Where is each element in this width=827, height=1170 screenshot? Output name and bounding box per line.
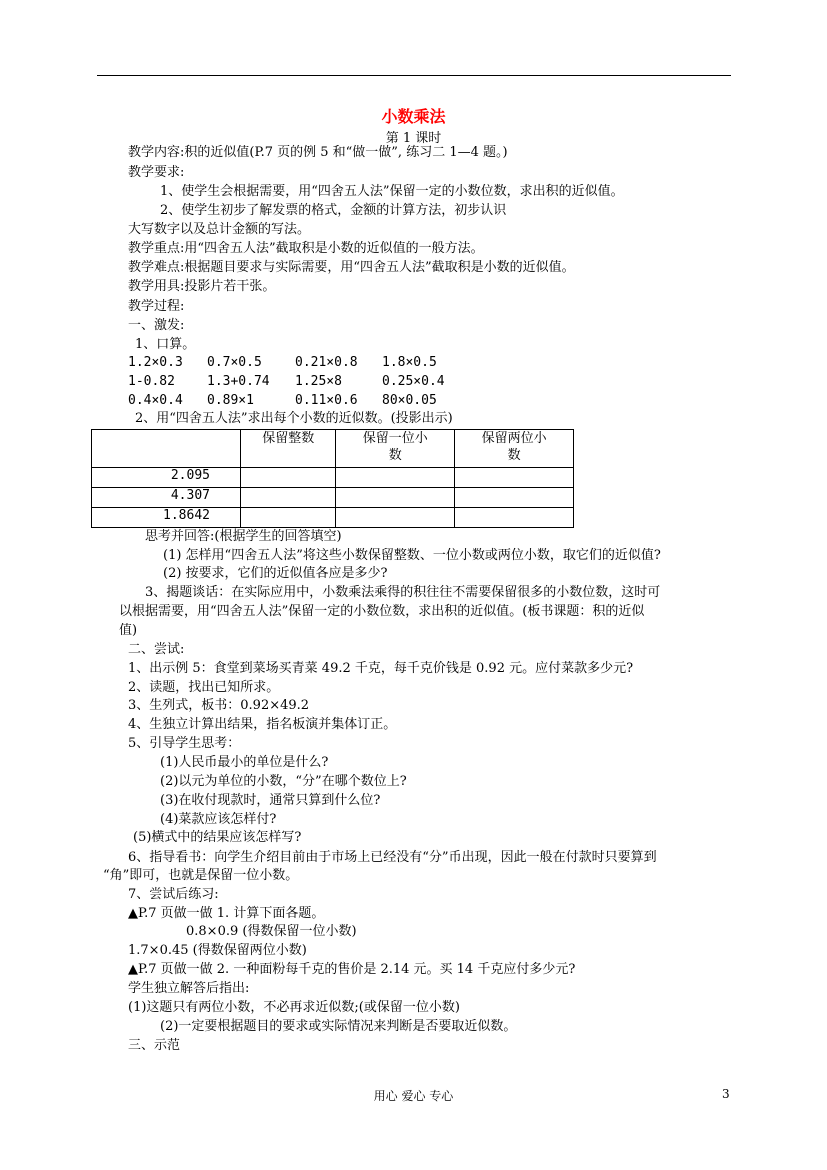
oral-item: 0.11×0.6	[295, 393, 358, 408]
header-rule	[97, 75, 731, 76]
content-line: (4)菜款应该怎样付?	[160, 812, 277, 827]
content-line: 二、尝试:	[128, 642, 185, 657]
oral-item: 0.4×0.4	[128, 393, 183, 408]
oral-item: 1.2×0.3	[128, 355, 183, 370]
content-line: (2)一定要根据题目的要求或实际情况来判断是否要取近似数。	[160, 1019, 517, 1034]
table-cell-empty	[241, 468, 336, 488]
content-line: 1、口算。	[135, 337, 196, 352]
table-cell-value: 4.307	[92, 488, 241, 508]
table-cell-empty	[241, 488, 336, 508]
content-line: (1) 怎样用“四舍五人法”将这些小数保留整数、一位小数或两位小数，取它们的近似值?	[163, 548, 661, 563]
oral-item: 0.25×0.4	[382, 374, 445, 389]
table-cell-value: 2.095	[92, 468, 241, 488]
table-header-row	[92, 430, 574, 468]
table-cell-empty	[336, 488, 455, 508]
table-header-cell	[455, 430, 574, 468]
content-line: 0.8×0.9 (得数保留一位小数)	[186, 924, 357, 939]
table-cell-empty	[455, 508, 574, 528]
content-line: 教学难点:根据题目要求与实际需要，用“四舍五人法”截取积是小数的近似值。	[128, 260, 575, 275]
header-text: 数	[388, 448, 402, 463]
content-line: 2、使学生初步了解发票的格式，金额的计算方法，初步认识	[160, 203, 507, 218]
header-text: 数	[507, 448, 521, 463]
table-header-cell	[336, 430, 455, 468]
lesson-number: 第 1 课时	[385, 131, 442, 146]
oral-item: 1.8×0.5	[382, 355, 437, 370]
content-line: 教学过程:	[128, 299, 185, 314]
content-line: (5)横式中的结果应该怎样写?	[133, 830, 302, 845]
content-line: 教学要求:	[128, 165, 185, 180]
content-line: 5、引导学生思考：	[128, 736, 241, 751]
table-intro: 2、用“四舍五人法”求出每个小数的近似数。(投影出示)	[135, 411, 453, 426]
page-number: 3	[722, 1087, 730, 1101]
content-line: 2、读题，找出已知所求。	[128, 680, 280, 695]
oral-item: 80×0.05	[382, 393, 437, 408]
oral-item: 1.3+0.74	[207, 374, 270, 389]
content-line: 大写数字以及总计金额的写法。	[128, 222, 311, 237]
table-cell-empty	[336, 508, 455, 528]
table-cell-empty	[336, 468, 455, 488]
content-line: ▲P.7 页做一做 2. 一种面粉每千克的售价是 2.14 元。买 14 千克应付多少元?	[128, 962, 576, 977]
oral-item: 0.7×0.5	[207, 355, 262, 370]
content-line: 3、生列式，板书：0.92×49.2	[128, 698, 310, 713]
table-cell-empty	[455, 488, 574, 508]
content-line: 1、出示例 5：食堂到菜场买青菜 49.2 千克，每千克价钱是 0.92 元。应付菜款多少元?	[128, 661, 634, 676]
oral-item: 0.21×0.8	[295, 355, 358, 370]
page-footer: 用心 爱心 专心	[373, 1089, 454, 1103]
table-header-cell	[92, 430, 241, 468]
content-line: (1)人民币最小的单位是什么?	[160, 755, 329, 770]
content-line: (3)在收付现款时，通常只算到什么位?	[160, 793, 381, 808]
content-line: (2)以元为单位的小数，“分”在哪个数位上?	[160, 774, 407, 789]
header-text: 保留两位小	[481, 431, 547, 446]
table-cell-empty	[241, 508, 336, 528]
content-line: 思考并回答:(根据学生的回答填空)	[145, 529, 342, 544]
oral-item: 1-0.82	[128, 374, 175, 389]
content-line: ▲P.7 页做一做 1. 计算下面各题。	[128, 906, 325, 921]
content-line: (1)这题只有两位小数，不必再求近似数;(或保留一位小数)	[128, 1000, 460, 1015]
table-row	[92, 488, 574, 508]
oral-item: 0.89×1	[207, 393, 254, 408]
content-line: 3、揭题谈话：在实际应用中，小数乘法乘得的积往往不需要保留很多的小数位数，这时可	[145, 585, 661, 600]
table-row	[92, 468, 574, 488]
table-cell-value: 1.8642	[92, 508, 241, 528]
content-line: 教学重点:用“四舍五人法”截取积是小数的近似值的一般方法。	[128, 241, 484, 256]
oral-item: 1.25×8	[295, 374, 342, 389]
content-line: 1、使学生会根据需要，用“四舍五人法”保留一定的小数位数，求出积的近似值。	[160, 184, 624, 199]
content-line: 值)	[119, 623, 138, 638]
content-line: 教学内容:积的近似值(P.7 页的例 5 和“做一做”, 练习二 1—4 题。)	[128, 145, 508, 160]
content-line: (2) 按要求，它们的近似值各应是多少?	[163, 566, 388, 581]
content-line: 6、指导看书：向学生介绍目前由于市场上已经没有“分”币出现，因此一般在付款时只要算到	[128, 850, 657, 865]
content-line: 1.7×0.45 (得数保留两位小数)	[128, 943, 307, 958]
header-text: 保留一位小	[362, 431, 428, 446]
table-cell-empty	[455, 468, 574, 488]
content-line: 三、示范	[128, 1038, 181, 1053]
content-line: 学生独立解答后指出:	[128, 981, 250, 996]
approximation-table	[91, 429, 574, 528]
content-line: 以根据需要，用“四舍五人法”保留一定的小数位数，求出积的近似值。(板书课题：积的近似	[119, 604, 645, 619]
content-line: 4、生独立计算出结果，指名板演并集体订正。	[128, 717, 397, 732]
header-text: 保留整数	[262, 431, 315, 446]
table-header-cell	[241, 430, 336, 468]
content-line: 7、尝试后练习:	[128, 887, 219, 902]
table-row	[92, 508, 574, 528]
page-title: 小数乘法	[381, 107, 446, 126]
content-line: 一、激发:	[128, 318, 185, 333]
content-line: “角”即可，也就是保留一位小数。	[103, 868, 299, 883]
content-line: 教学用具:投影片若干张。	[128, 279, 276, 294]
